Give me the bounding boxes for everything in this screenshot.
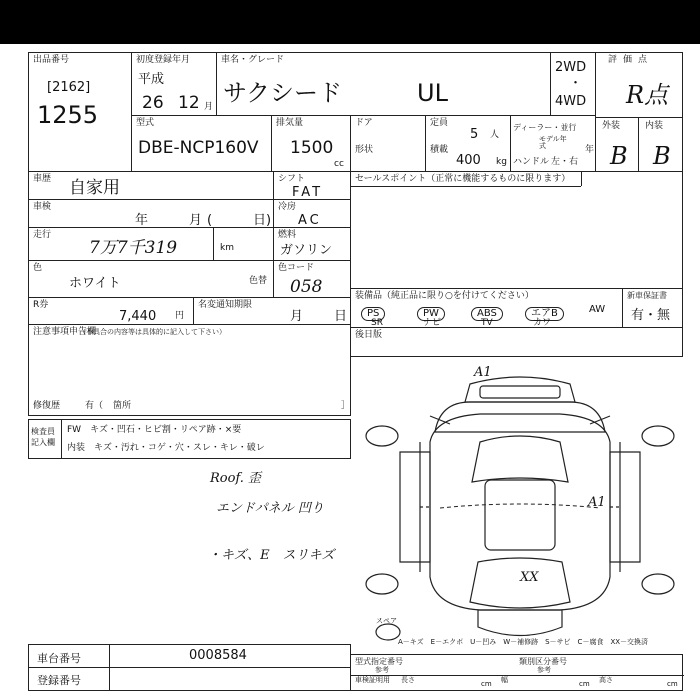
warranty-value: 有・無	[631, 308, 671, 323]
fuel-value: ガソリン	[280, 243, 333, 258]
interior-label: 内装	[645, 121, 664, 131]
mileage-unit-box	[213, 227, 274, 261]
color-code-value: 058	[290, 277, 323, 297]
lot-number: 1255	[37, 101, 99, 129]
usage-box	[28, 171, 274, 200]
fuel-label: 燃料	[278, 230, 297, 240]
mileage-label: 走行	[33, 230, 52, 240]
model-label: 型式	[136, 118, 155, 128]
mark-a1-top: A1	[474, 365, 492, 380]
note-line-1: Roof. 歪	[210, 471, 262, 486]
note-line-3: ・キズ、E スリキズ	[208, 548, 335, 563]
inspector-box	[28, 419, 351, 459]
car-label: 車名・グレード	[221, 55, 285, 65]
doors-label: ドア	[355, 118, 373, 128]
model-value: DBE-NCP160V	[138, 138, 259, 158]
first-reg-year: 26	[142, 93, 164, 113]
ac-label: 冷房	[278, 202, 297, 212]
color-value: ホワイト	[69, 276, 121, 291]
capacity-label: 定員	[430, 118, 449, 128]
height-label: 高さ	[599, 676, 613, 684]
model-box	[131, 115, 272, 172]
displacement-label: 排気量	[276, 118, 304, 128]
model-spec-ref: 参考	[375, 666, 389, 674]
repair-label: 修復歴	[33, 401, 61, 411]
first-reg-label: 初度登録年月	[136, 55, 191, 65]
drive-box	[550, 52, 596, 116]
recycle-unit: 円	[175, 311, 185, 321]
spare-label: スペア	[376, 617, 397, 625]
recycle-label: R券	[33, 300, 49, 310]
auction-sheet	[0, 44, 700, 700]
ac-box	[273, 199, 351, 228]
height-cm: cm	[667, 680, 678, 688]
drive-dot: ・	[569, 76, 583, 91]
repair-part: 箇所	[113, 401, 132, 411]
equip-navi: ナビ	[423, 318, 442, 328]
drive-2wd: 2WD	[555, 60, 587, 75]
inspection-month: 月	[189, 213, 203, 228]
displacement-value: 1500	[290, 138, 334, 158]
equip-tv: TV	[481, 318, 493, 328]
dealer-box	[510, 115, 596, 172]
load-value: 400	[456, 153, 481, 168]
load-label: 積載	[430, 145, 449, 155]
length-label: 長さ	[401, 676, 415, 684]
usage-label: 車歴	[33, 174, 52, 184]
lot-label: 出品番号	[33, 55, 70, 65]
ac-value: AC	[298, 213, 322, 228]
shift-box	[273, 171, 351, 200]
shift-value: FAT	[292, 185, 324, 200]
repair-value: 有（	[85, 401, 104, 411]
cert-label: 車検証明用	[355, 676, 390, 684]
legend: A－キズ E－エクボ U－凹み W－補修跡 S－サビ C－腐食 XX－交換済	[398, 638, 649, 646]
lot-bracket-no: [2162]	[47, 80, 91, 95]
mileage-unit: km	[220, 243, 234, 253]
first-reg-month: 12	[178, 93, 200, 113]
equipment-box	[350, 288, 623, 328]
cert-expiry-month: 月	[290, 309, 304, 324]
notes-label: 注意事項申告欄	[33, 327, 97, 337]
capacity-value: 5	[470, 127, 479, 142]
exterior-label: 外装	[602, 121, 621, 131]
first-reg-box	[131, 52, 217, 116]
car-grade: UL	[417, 79, 448, 107]
inspector-int-row: 内装 キズ・汚れ・コゲ・穴・スレ・キレ・破レ	[67, 443, 265, 453]
chassis-value: 0008584	[189, 648, 247, 663]
equip-leather: カワ	[533, 318, 552, 328]
shape-label: 形状	[355, 145, 374, 155]
exterior-box	[595, 117, 639, 172]
notes-sub: （不具合の内容等は具体的に記入して下さい）	[79, 328, 226, 336]
registration-label: 登録番号	[37, 674, 81, 687]
model-spec-label: 型式指定番号	[355, 657, 403, 666]
capacity-unit: 人	[490, 130, 500, 140]
usage-value: 自家用	[69, 178, 120, 198]
cert-expiry-label: 名変通知期限	[198, 300, 253, 310]
exterior-value: B	[610, 142, 628, 170]
length-cm: cm	[481, 680, 492, 688]
note-line-2: エンドパネル 凹り	[216, 501, 324, 516]
class-no-ref: 参考	[537, 666, 551, 674]
capacity-box	[425, 115, 511, 172]
displacement-unit: cc	[334, 159, 344, 169]
inspection-year: 年	[135, 213, 149, 228]
cert-expiry-box	[193, 297, 351, 325]
fuel-box	[273, 227, 351, 261]
drive-4wd: 4WD	[555, 94, 587, 109]
warranty-label: 新車保証書	[627, 291, 667, 300]
inspection-label: 車検	[33, 202, 52, 212]
equipment-label: 装備品（純正品に限り○を付けてください）	[355, 291, 534, 301]
score-box	[595, 52, 683, 118]
equip-pw: PW	[417, 303, 445, 321]
interior-value: B	[653, 142, 671, 170]
dealer-label: ディーラー・並行	[513, 123, 577, 132]
color-box	[28, 260, 274, 298]
spec-box	[350, 654, 683, 691]
width-label: 幅	[501, 676, 508, 684]
warranty-box	[622, 288, 683, 328]
equip-sr: SR	[371, 318, 383, 328]
registration-box	[28, 667, 351, 691]
first-reg-month-unit: 月	[204, 102, 214, 112]
car-diagram	[360, 362, 680, 652]
handle-value: 左・右	[551, 157, 579, 167]
first-reg-era: 平成	[138, 72, 165, 87]
back-seat-label: 後日版	[355, 330, 383, 340]
color-tone-label: 色替	[249, 276, 268, 286]
chassis-box	[28, 644, 351, 668]
color-code-box	[273, 260, 351, 298]
inspection-paren: (	[207, 213, 213, 228]
mark-xx: XX	[520, 570, 539, 585]
equip-airbag: エアB	[525, 303, 564, 321]
equip-abs: ABS	[471, 303, 503, 321]
inspection-box	[28, 199, 274, 228]
class-no-label: 類別区分番号	[519, 657, 567, 666]
recycle-value: 7,440	[119, 309, 157, 324]
handle-label: ハンドル	[513, 157, 550, 167]
cert-expiry-day: 日	[334, 309, 348, 324]
mileage-box	[28, 227, 214, 261]
score-label: 評価点	[608, 55, 654, 65]
load-unit: kg	[496, 157, 507, 167]
displacement-box	[271, 115, 351, 172]
sales-points-box	[350, 171, 683, 289]
inspector-label: 検査員記入欄	[31, 427, 55, 447]
shift-label: シフト	[278, 174, 306, 184]
doors-box	[350, 115, 426, 172]
inspection-day: 日)	[253, 213, 272, 228]
repair-close: ］	[341, 401, 351, 411]
lot-box	[28, 52, 132, 172]
car-box	[216, 52, 551, 116]
chassis-label: 車台番号	[37, 652, 81, 665]
color-label: 色	[33, 263, 43, 273]
model-year-label: モデル年式	[539, 135, 567, 150]
width-cm: cm	[579, 680, 590, 688]
score-value: R点	[626, 81, 669, 109]
equip-ps: PS	[361, 303, 385, 321]
notes-box	[28, 324, 351, 416]
inspector-fw-row: FW キズ・凹石・ヒビ割・リペア跡・×要	[67, 425, 242, 435]
color-code-label: 色コード	[278, 263, 315, 273]
car-name: サクシード	[223, 79, 343, 107]
mileage-value: 7万7千319	[89, 238, 178, 258]
interior-box	[638, 117, 683, 172]
sales-points-label: セールスポイント（正常に機能するものに限ります）	[355, 174, 571, 184]
back-seat-box	[350, 327, 683, 357]
equip-aw: AW	[589, 304, 606, 315]
year-unit: 年	[585, 145, 595, 155]
mark-a1-side: A1	[588, 495, 606, 510]
recycle-box	[28, 297, 194, 325]
